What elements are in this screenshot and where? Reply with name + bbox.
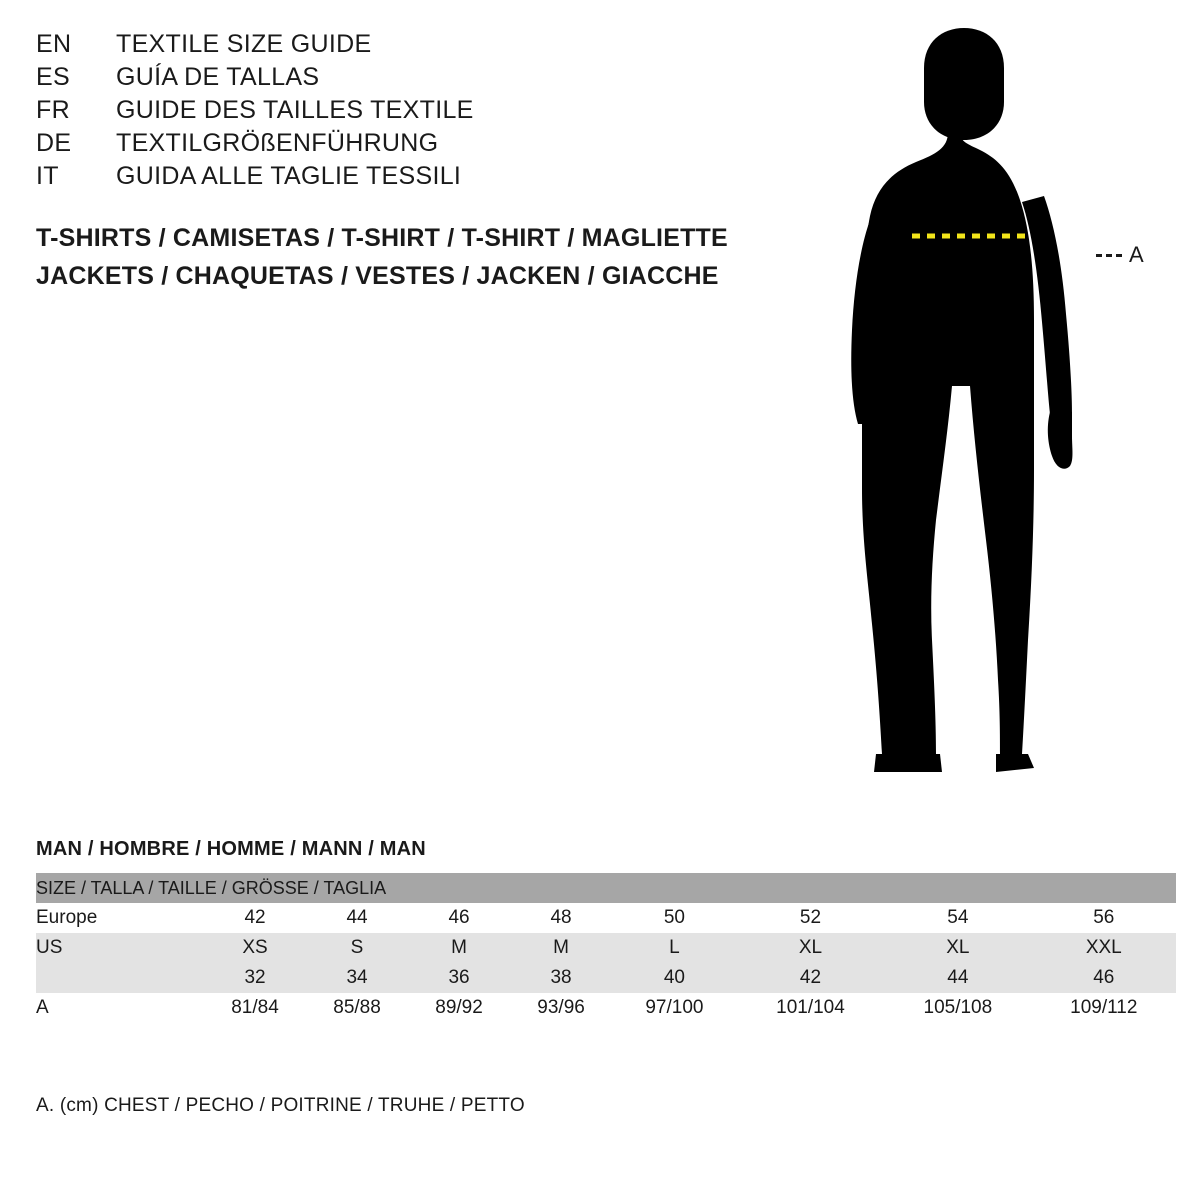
table-cell: 48 xyxy=(510,903,612,933)
language-code: ES xyxy=(36,63,70,91)
callout-dash-icon xyxy=(1096,254,1122,257)
table-row xyxy=(36,993,1176,1023)
size-table-section xyxy=(36,838,1176,1023)
table-cell: 40 xyxy=(612,963,737,993)
table-cell: M xyxy=(408,933,510,963)
language-list xyxy=(36,30,736,195)
table-cell: M xyxy=(510,933,612,963)
row-label xyxy=(36,963,204,993)
table-cell: XXL xyxy=(1032,933,1176,963)
language-row xyxy=(36,96,736,129)
language-label: GUÍA DE TALLAS xyxy=(116,63,320,91)
table-cell: 46 xyxy=(1032,963,1176,993)
table-header-row xyxy=(36,873,1176,903)
table-cell: 46 xyxy=(408,903,510,933)
language-label: GUIDE DES TAILLES TEXTILE xyxy=(116,96,474,124)
table-cell: S xyxy=(306,933,408,963)
table-cell: 85/88 xyxy=(306,993,408,1023)
table-cell: XL xyxy=(737,933,884,963)
table-cell: 44 xyxy=(306,903,408,933)
category-jackets: JACKETS / CHAQUETAS / VESTES / JACKEN / GIACCHE xyxy=(36,262,719,290)
measure-callout-a xyxy=(1096,242,1144,268)
table-cell: L xyxy=(612,933,737,963)
table-cell: 101/104 xyxy=(737,993,884,1023)
category-headings xyxy=(36,219,796,295)
table-row xyxy=(36,933,1176,963)
table-cell: 34 xyxy=(306,963,408,993)
size-table xyxy=(36,873,1176,1023)
table-header-label: SIZE / TALLA / TAILLE / GRÖSSE / TAGLIA xyxy=(36,873,1176,903)
table-cell: XS xyxy=(204,933,306,963)
table-cell: 81/84 xyxy=(204,993,306,1023)
row-label: US xyxy=(36,933,204,963)
table-cell: 42 xyxy=(737,963,884,993)
table-cell: 38 xyxy=(510,963,612,993)
row-label: Europe xyxy=(36,903,204,933)
table-row xyxy=(36,963,1176,993)
table-footnote: A. (cm) CHEST / PECHO / POITRINE / TRUHE / PETTO xyxy=(36,1095,525,1116)
table-group-title: MAN / HOMBRE / HOMME / MANN / MAN xyxy=(36,838,426,860)
language-label: TEXTILE SIZE GUIDE xyxy=(116,30,372,58)
language-label: TEXTILGRÖßENFÜHRUNG xyxy=(116,129,439,157)
language-code: IT xyxy=(36,162,59,190)
table-row xyxy=(36,903,1176,933)
table-cell: 109/112 xyxy=(1032,993,1176,1023)
table-cell: 54 xyxy=(884,903,1031,933)
table-cell: 52 xyxy=(737,903,884,933)
language-code: FR xyxy=(36,96,70,124)
table-cell: 56 xyxy=(1032,903,1176,933)
table-cell: 89/92 xyxy=(408,993,510,1023)
table-cell: 93/96 xyxy=(510,993,612,1023)
language-row xyxy=(36,129,736,162)
table-cell: 44 xyxy=(884,963,1031,993)
language-row xyxy=(36,30,736,63)
table-cell: XL xyxy=(884,933,1031,963)
male-silhouette-icon xyxy=(820,20,1180,790)
row-label: A xyxy=(36,993,204,1023)
language-code: DE xyxy=(36,129,72,157)
language-row xyxy=(36,162,736,195)
table-cell: 97/100 xyxy=(612,993,737,1023)
body-figure xyxy=(820,20,1180,790)
table-cell: 42 xyxy=(204,903,306,933)
language-code: EN xyxy=(36,30,72,58)
table-cell: 36 xyxy=(408,963,510,993)
table-cell: 32 xyxy=(204,963,306,993)
callout-label: A xyxy=(1129,242,1144,267)
category-tshirts: T-SHIRTS / CAMISETAS / T-SHIRT / T-SHIRT / MAGLIETTE xyxy=(36,224,728,252)
table-cell: 50 xyxy=(612,903,737,933)
language-label: GUIDA ALLE TAGLIE TESSILI xyxy=(116,162,462,190)
table-cell: 105/108 xyxy=(884,993,1031,1023)
language-row xyxy=(36,63,736,96)
